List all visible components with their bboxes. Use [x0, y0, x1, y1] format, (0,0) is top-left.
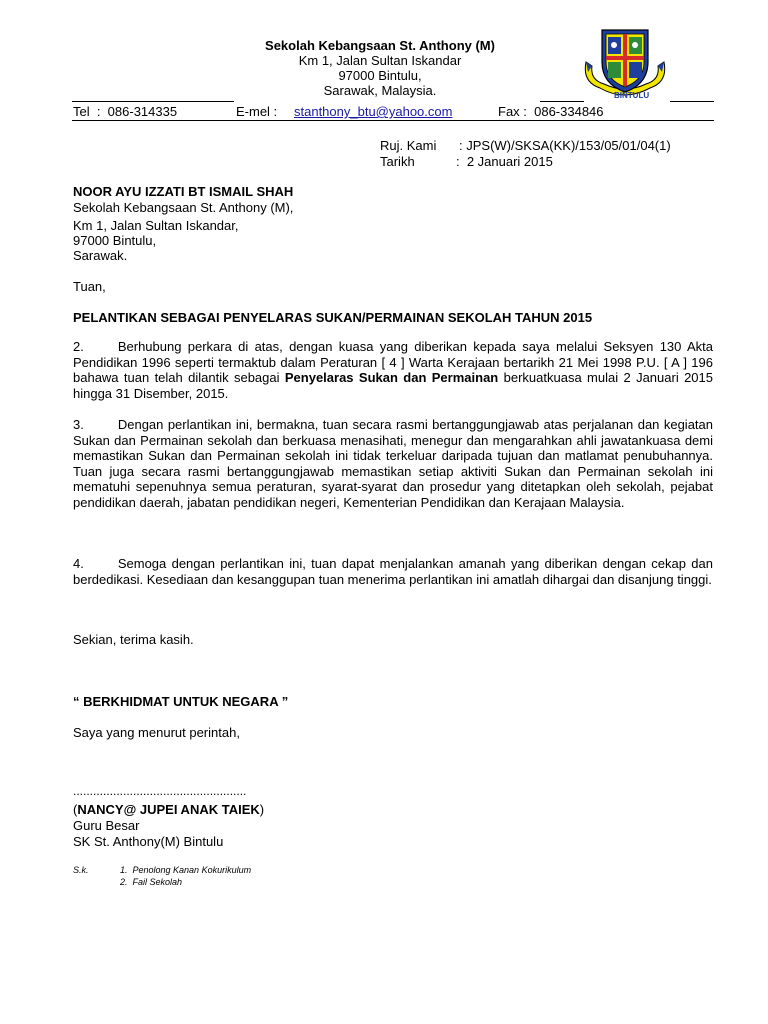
school-address-1: Km 1, Jalan Sultan Iskandar [298, 53, 462, 68]
paragraph-3-text: Dengan perlantikan ini, bermakna, tuan secara rasmi bertanggungjawab atas perjalanan dan kegiatan Sukan dan Permainan sekolah dan berkuasa menasihati, menegur dan mengarahkan ahli jawatankuasa demi memastikan Sukan dan Permainan sekolah ini tidak terkeluar daripada tujuan dan matlamat penubuhannya. Tuan juga secara rasmi bertanggungjawab memastikan setiap aktiviti Sukan dan Permainan sekolah ini mematuhi sepenuhnya semua peraturan, syarat-syarat dan prosedur yang ditetapkan oleh sekolah, pejabat pendidikan daerah, jabatan pendidikan negeri, Kementerian Pendidikan dan Kerajaan Malaysia. [73, 417, 713, 510]
closing-thanks: Sekian, terima kasih. [73, 632, 194, 647]
paragraph-2-number: 2. [73, 339, 84, 354]
fax-text: Fax : 086-334846 [498, 104, 604, 119]
signature-dots: .................................................... [73, 784, 247, 798]
header-rule-right [670, 101, 714, 102]
header-rule-mid [540, 101, 584, 102]
date-value: : 2 Januari 2015 [456, 154, 553, 169]
recipient-line-2: Km 1, Jalan Sultan Iskandar, [73, 218, 239, 233]
paragraph-4-text: Semoga dengan perlantikan ini, tuan dapat menjalankan amanah yang diberikan dengan cekap dan berdedikasi. Kesediaan dan kesanggupan tuan menerima perlantikan ini amatlah dihargai dan disanjung tinggi. [73, 556, 713, 587]
tel-text: Tel : 086-314335 [73, 104, 178, 119]
header-rule-bottom [72, 120, 714, 121]
signer-name [73, 802, 264, 817]
recipient-line-4: Sarawak. [73, 248, 128, 263]
paragraph-3-number: 3. [73, 417, 84, 432]
school-crest-logo [580, 22, 670, 107]
email-label: E-mel : [236, 104, 278, 119]
sk-label: S.k. [73, 865, 89, 875]
header-rule-left [72, 101, 234, 102]
paragraph-4-number: 4. [73, 556, 84, 571]
closing-yours: Saya yang menurut perintah, [73, 725, 240, 740]
signer-school: SK St. Anthony(M) Bintulu [73, 834, 224, 849]
ref-value: : JPS(W)/SKSA(KK)/153/05/01/04(1) [459, 138, 671, 153]
email-link[interactable]: stanthony_btu@yahoo.com [294, 104, 453, 119]
paragraph-2 [73, 339, 713, 401]
subject-line: PELANTIKAN SEBAGAI PENYELARAS SUKAN/PERMAINAN SEKOLAH TAHUN 2015 [73, 310, 593, 325]
paragraph-2-bold: Penyelaras Sukan dan Permainan [284, 370, 499, 385]
paragraph-2-text-a: Berhubung perkara di atas, dengan kuasa yang diberikan kepada saya melalui Seksyen 130 Akta Pendidikan 1996 seperti termaktub dalam Peraturan [ 4 ] Warta Kerajaan bertarikh 21 Mei 1998 P.U. [ A ] 196 bahawa tuan telah dilantik sebagai [73, 339, 713, 385]
signer-open-paren: ( [73, 802, 78, 817]
paragraph-3 [73, 417, 713, 510]
sk-item-1: 1. Penolong Kanan Kokurikulum [120, 865, 252, 875]
crest-text: BINTULU [614, 91, 650, 100]
recipient-line-1: Sekolah Kebangsaan St. Anthony (M), [73, 200, 294, 215]
motto: “ BERKHIDMAT UNTUK NEGARA ” [73, 694, 289, 709]
ref-label: Ruj. Kami [380, 138, 437, 153]
recipient-line-3: 97000 Bintulu, [73, 233, 157, 248]
paragraph-4 [73, 556, 713, 587]
signer-close-paren: ) [259, 802, 265, 817]
signer-title: Guru Besar [73, 818, 140, 833]
school-address-3: Sarawak, Malaysia. [323, 83, 437, 98]
signer-name-text: NANCY@ JUPEI ANAK TAIEK [77, 802, 260, 817]
recipient-name: NOOR AYU IZZATI BT ISMAIL SHAH [73, 184, 294, 199]
school-address-2: 97000 Bintulu, [338, 68, 422, 83]
salutation: Tuan, [73, 279, 106, 294]
date-label: Tarikh [380, 154, 415, 169]
paragraph-2-text-b: berkuatkuasa mulai 2 Januari 2015 hingga 31 Disember, 2015. [73, 370, 713, 401]
sk-item-2: 2. Fail Sekolah [120, 877, 183, 887]
school-name: Sekolah Kebangsaan St. Anthony (M) [265, 38, 495, 53]
